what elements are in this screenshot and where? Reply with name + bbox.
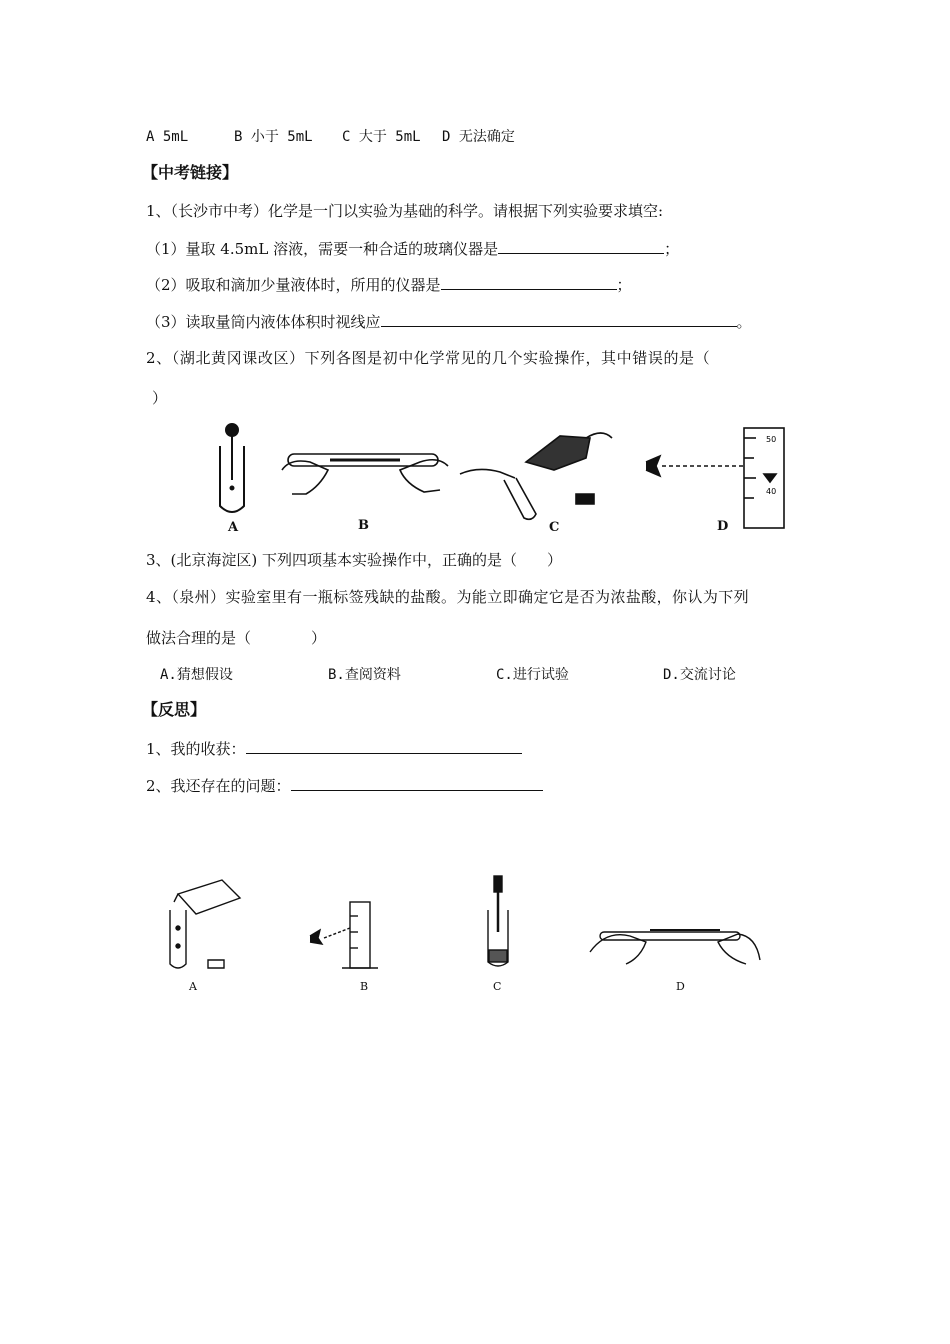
q4-stem: 4、（泉州）实验室里有一瓶标签残缺的盐酸。为能立即确定它是否为浓盐酸，你认为下列 <box>146 588 750 606</box>
figure2-c-dropper <box>488 876 508 966</box>
q1-part1-blank[interactable] <box>498 238 664 254</box>
q2-label-c: C <box>549 520 560 535</box>
figure2-a-pouring <box>170 880 240 968</box>
top-options-row <box>146 127 515 147</box>
figure2-b-cylinder <box>310 902 378 968</box>
q3-operations-figure <box>160 872 780 977</box>
figure-a-dropper-in-tube <box>220 424 244 512</box>
figure-b-tube-heating <box>282 454 448 494</box>
q4-option-d: D.交流讨论 <box>663 667 736 683</box>
q2-label-a: A <box>228 520 239 535</box>
reflect-problems-text: 2、我还存在的问题： <box>146 777 291 795</box>
cylinder-mark-bottom: 40 <box>766 487 777 496</box>
option-c: C 大于 5mL <box>342 129 421 145</box>
q4-stem2: 做法合理的是（ ） <box>146 629 327 647</box>
option-d: D 无法确定 <box>442 129 515 145</box>
q1-part3-end: 。 <box>736 313 752 331</box>
reflect-gain <box>146 738 522 759</box>
q4-option-c: C.进行试验 <box>496 667 569 683</box>
fig2-label-d: D <box>676 980 685 993</box>
fig2-label-c: C <box>493 980 502 993</box>
section-heading-fansi: 【反思】 <box>142 700 207 719</box>
q1-part1 <box>146 238 679 259</box>
q1-part1-text: （1）量取 4.5mL 溶液，需要一种合适的玻璃仪器是 <box>146 240 499 258</box>
section-heading-zhongkao: 【中考链接】 <box>142 163 239 182</box>
q1-part2 <box>146 274 632 295</box>
figure-c-adding-solid <box>460 433 612 519</box>
q1-part1-end: ； <box>664 240 680 258</box>
option-a: A 5mL <box>146 129 189 145</box>
q3-stem: 3、(北京海淀区) 下列四项基本实验操作中，正确的是（ ） <box>146 551 563 569</box>
reflect-problems-blank[interactable] <box>291 775 543 791</box>
q2-stem-end: ） <box>152 389 168 407</box>
q4-option-a: A.猜想假设 <box>160 667 233 683</box>
q1-part2-end: ； <box>616 276 632 294</box>
q2-operations-figure <box>210 418 800 543</box>
fig2-label-b: B <box>360 980 369 993</box>
q4-options <box>160 665 736 685</box>
q1-part2-text: （2）吸取和滴加少量液体时，所用的仪器是 <box>146 276 441 294</box>
reflect-gain-text: 1、我的收获： <box>146 740 246 758</box>
q2-stem: 2、（湖北黄冈课改区）下列各图是初中化学常见的几个实验操作，其中错误的是（ <box>146 349 711 367</box>
q1-part3 <box>146 311 752 332</box>
q1-stem: 1、（长沙市中考）化学是一门以实验为基础的科学。请根据下列实验要求填空: <box>146 202 664 220</box>
q1-part3-text: （3）读取量筒内液体体积时视线应 <box>146 313 381 331</box>
figure2-d-hands-tube <box>590 930 760 964</box>
q4-option-b: B.查阅资料 <box>328 667 401 683</box>
q2-label-d: D <box>717 519 729 534</box>
reflect-problems <box>146 775 543 796</box>
q1-part3-blank[interactable] <box>381 311 737 327</box>
option-b: B 小于 5mL <box>234 129 313 145</box>
q1-part2-blank[interactable] <box>441 274 617 290</box>
cylinder-mark-top: 50 <box>766 435 777 444</box>
fig2-label-a: A <box>189 980 197 993</box>
reflect-gain-blank[interactable] <box>246 738 522 754</box>
figure-d-reading-cylinder <box>646 428 784 528</box>
q2-label-b: B <box>358 518 369 533</box>
